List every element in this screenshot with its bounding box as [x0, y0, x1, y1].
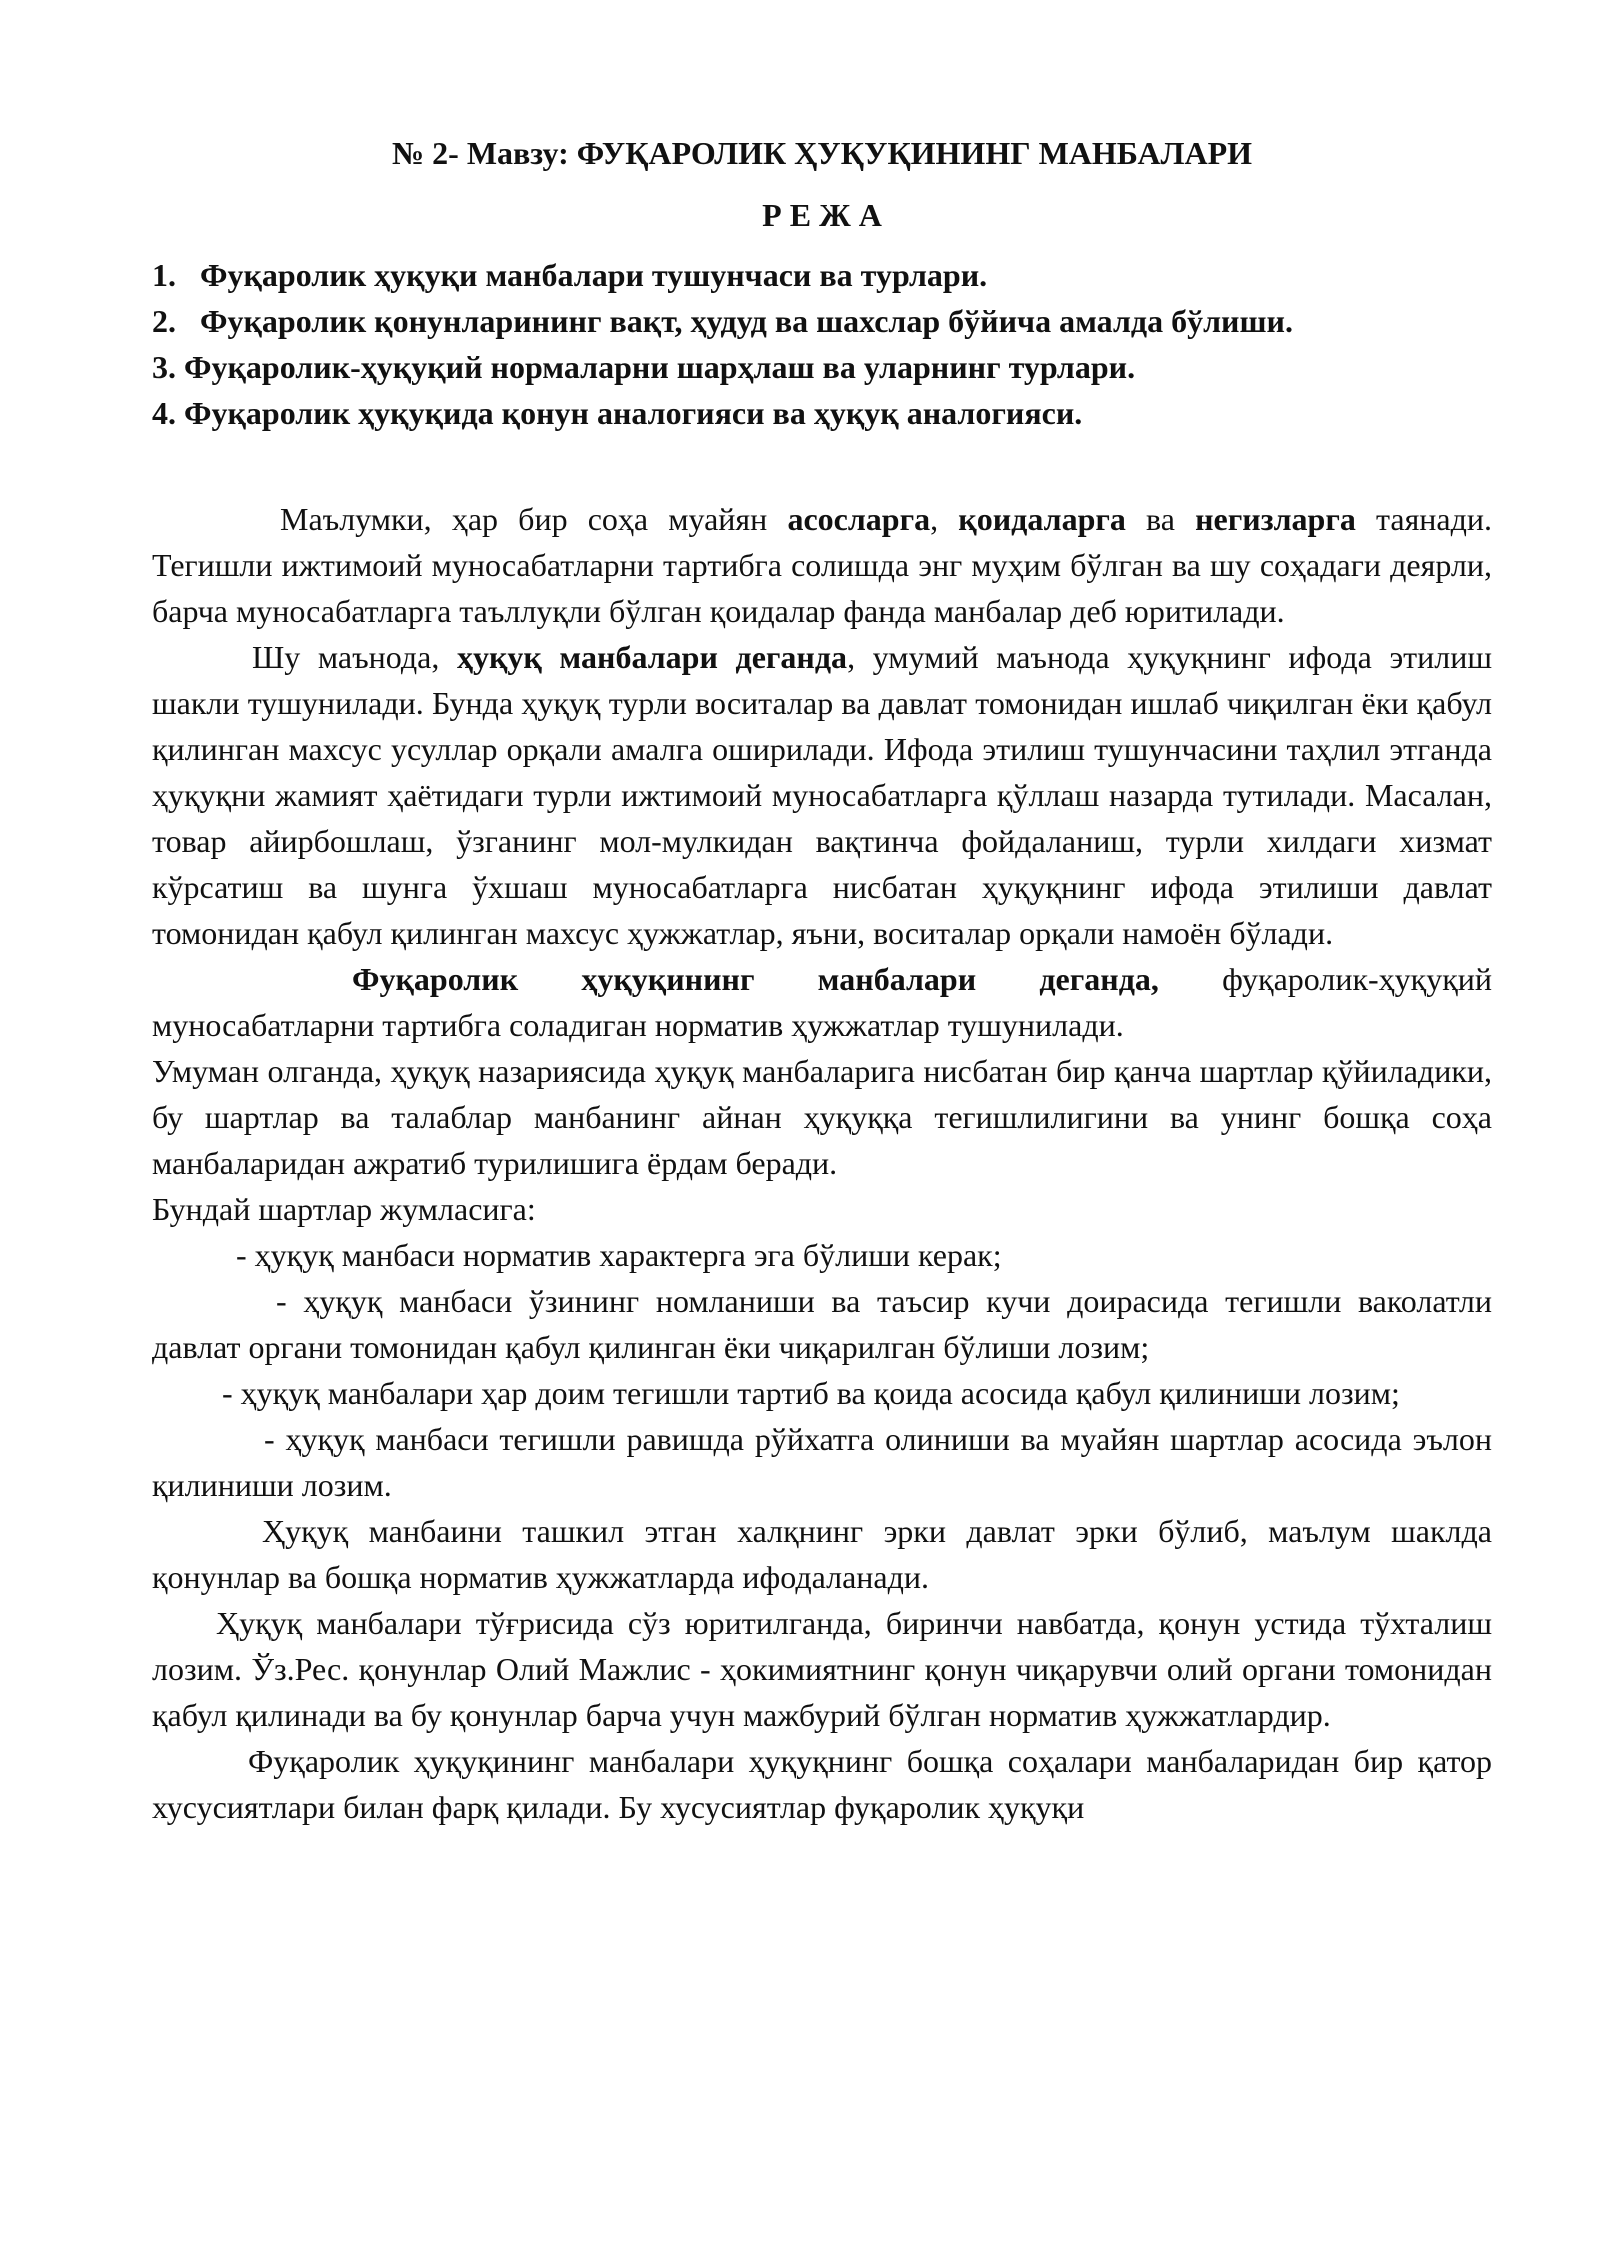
- body-paragraph: Умуман олганда, ҳуқуқ назариясида ҳуқуқ манбаларига нисбатан бир қанча шартлар қўйиладики, бу шартлар ва талаблар манбанинг айнан ҳуқуққа тегишлилигини ва унинг бошқа соҳа манбаларидан ажратиб турилишига ёрдам беради.: [152, 1053, 1492, 1181]
- document-page: [152, 130, 1492, 1830]
- body-paragraph: [152, 496, 1492, 634]
- bold-term: Фуқаролик ҳуқуқининг манбалари деганда,: [352, 961, 1159, 997]
- list-bullet: - ҳуқуқ манбаси тегишли равишда рўйхатга олиниши ва муайян шартлар асосида эълон қилиниши лозим.: [152, 1421, 1492, 1503]
- plan-list: [152, 252, 1492, 436]
- plan-item-text: Фуқаролик қонунларининг вақт, ҳудуд ва шахслар бўйича амалда бўлиши.: [200, 303, 1293, 339]
- body-paragraph: Ҳуқуқ манбалари тўғрисида сўз юритилганда, биринчи навбатда, қонун устида тўхталиш лозим. Ўз.Рес. қонунлар Олий Мажлис - ҳокимиятнинг қонун чиқарувчи олий органи томонидан қабул қилинади ва бу қонунлар барча учун мажбурий бўлган норматив ҳужжатлардир.: [152, 1605, 1492, 1733]
- plan-heading: Р Е Ж А: [762, 197, 882, 233]
- plan-item: [152, 298, 1492, 344]
- plan-item: [152, 390, 1492, 436]
- bold-term: қоидаларга: [958, 501, 1126, 537]
- plan-item-number: 1.: [152, 257, 176, 293]
- plan-item-number: 2.: [152, 303, 176, 339]
- body-paragraph: Ҳуқуқ манбаини ташкил этган халқнинг эрки давлат эрки бўлиб, маълум шаклда қонунлар ва бошқа норматив ҳужжатларда ифодаланади.: [152, 1513, 1492, 1595]
- text-run: Шу маънода,: [252, 639, 457, 675]
- text-run: ,: [930, 501, 959, 537]
- list-bullet: - ҳуқуқ манбалари ҳар доим тегишли тартиб ва қоида асосида қабул қилиниши лозим;: [222, 1375, 1400, 1411]
- list-bullet: - ҳуқуқ манбаси норматив характерга эга бўлиши керак;: [236, 1237, 1002, 1273]
- bold-term: негизларга: [1195, 501, 1356, 537]
- plan-item-text: Фуқаролик-ҳуқуқий нормаларни шарҳлаш ва уларнинг турлари.: [184, 349, 1136, 385]
- bold-term: ҳуқуқ манбалари деганда: [456, 639, 848, 675]
- body-paragraph: Фуқаролик ҳуқуқининг манбалари ҳуқуқнинг бошқа соҳалари манбаларидан бир қатор хусусиятлари билан фарқ қилади. Бу хусусиятлар фуқаролик ҳуқуқи: [152, 1743, 1492, 1825]
- body-paragraph: [152, 956, 1492, 1048]
- body-paragraph: Бундай шартлар жумласига:: [152, 1191, 536, 1227]
- text-run: таянади. Тегишли ижтимоий муносабатларни тартибга солишда энг муҳим бўлган ва шу соҳадаги деярли, барча муносабатларга таъллуқли бўлган қоидалар фанда манбалар деб юритилади.: [152, 501, 1493, 629]
- plan-item: [152, 344, 1492, 390]
- plan-item-number: 3.: [152, 349, 176, 385]
- plan-item: [152, 252, 1492, 298]
- plan-item-number: 4.: [152, 395, 176, 431]
- text-run: ва: [1125, 501, 1196, 537]
- text-run: Маълумки, ҳар бир соҳа муайян: [280, 501, 788, 537]
- plan-item-text: Фуқаролик ҳуқуқида қонун аналогияси ва ҳуқуқ аналогияси.: [184, 395, 1083, 431]
- text-run: фуқаролик-ҳуқуқий муносабатларни тартибга соладиган норматив ҳужжатлар тушунилади.: [152, 961, 1493, 1043]
- text-run: , умумий маънода ҳуқуқнинг ифода этилиш шакли тушунилади. Бунда ҳуқуқ турли воситалар ва давлат томонидан ишлаб чиқилган ёки қабул қилинган махсус усуллар орқали амалга оширилади. Ифода этилиш тушунчасини таҳлил этганда ҳуқуқни жамият ҳаётидаги турли ижтимоий муносабатларга қўллаш назарда тутилади. Масалан, товар айирбошлаш, ўзганинг мол-мулкидан вақтинча фойдаланиш, турли хилдаги хизмат кўрсатиш ва шунга ўхшаш муносабатларга нисбатан ҳуқуқнинг ифода этилиши давлат томонидан қабул қилинган махсус ҳужжатлар, яъни, воситалар орқали намоён бўлади.: [152, 639, 1493, 951]
- bold-term: асосларга: [787, 501, 931, 537]
- body-paragraph: [152, 634, 1492, 956]
- document-title: № 2- Мавзу: ФУҚАРОЛИК ҲУҚУҚИНИНГ МАНБАЛАРИ: [392, 135, 1252, 171]
- plan-item-text: Фуқаролик ҳуқуқи манбалари тушунчаси ва турлари.: [200, 257, 988, 293]
- list-bullet: - ҳуқуқ манбаси ўзининг номланиши ва таъсир кучи доирасида тегишли ваколатли давлат органи томонидан қабул қилинган ёки чиқарилган бўлиши лозим;: [152, 1283, 1492, 1365]
